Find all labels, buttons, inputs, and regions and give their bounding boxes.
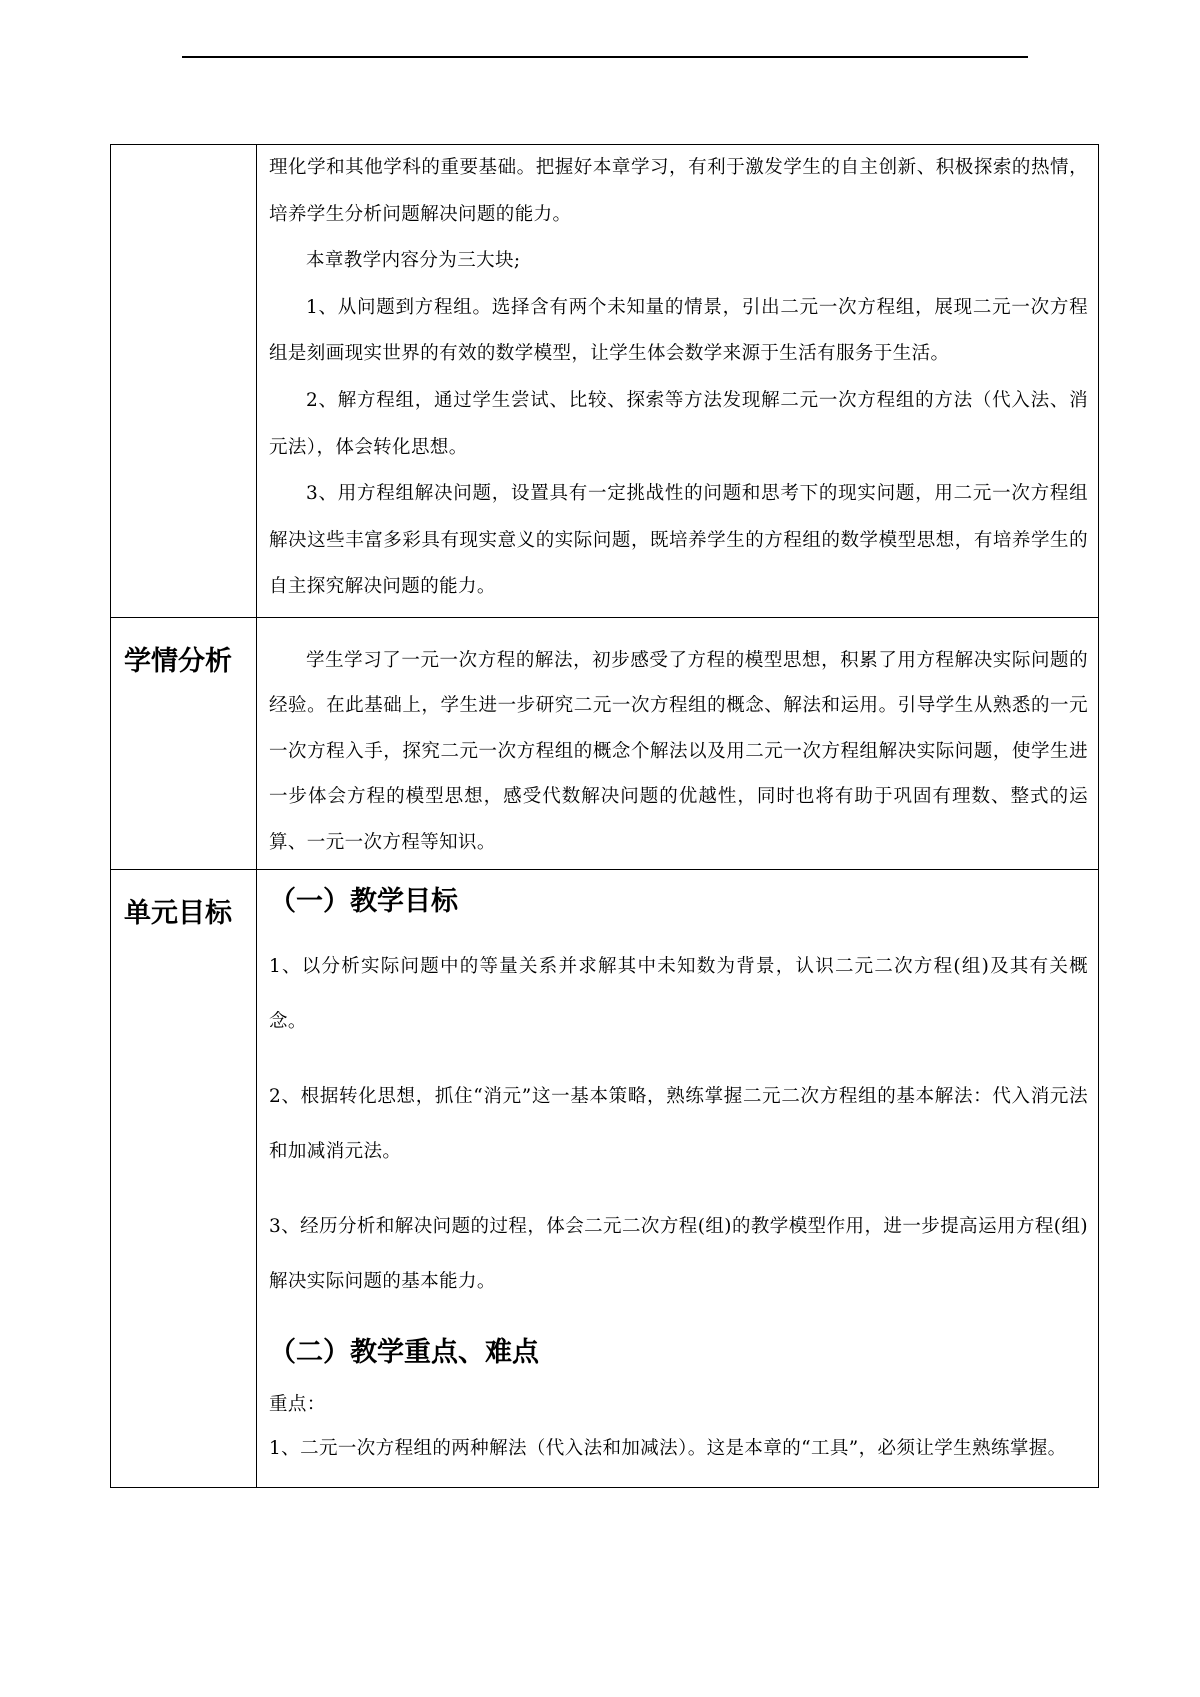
table-row-content-overview	[111, 145, 1099, 618]
paragraph: 理化学和其他学科的重要基础。把握好本章学习，有利于激发学生的自主创新、积极探索的热情，培养学生分析问题解决问题的能力。	[269, 157, 1088, 225]
content-cell	[257, 870, 1099, 1488]
goal-item: 2、根据转化思想，抓住“消元”这一基本策略，熟练掌握二元二次方程组的基本解法：代入消元法和加减消元法。	[269, 1085, 1088, 1162]
label-cell	[111, 617, 257, 870]
section-heading: （二）教学重点、难点	[269, 1336, 539, 1368]
header-rule	[182, 56, 1028, 58]
key-point-item: 1、二元一次方程组的两种解法（代入法和加减法）。这是本章的“工具”，必须让学生熟练掌握。	[269, 1438, 1067, 1460]
lesson-plan-table	[110, 144, 1099, 1488]
paragraph: 本章教学内容分为三大块;	[306, 250, 521, 272]
section-heading: （一）教学目标	[269, 886, 458, 918]
paragraph: 学生学习了一元一次方程的解法，初步感受了方程的模型思想，积累了用方程解决实际问题的经验。在此基础上，学生进一步研究二元一次方程组的概念、解法和运用。引导学生从熟悉的一元一次方程入手，探究二元一次方程组的概念个解法以及用二元一次方程组解决实际问题，使学生进一步体会方程的模型思想，感受代数解决问题的优越性，同时也将有助于巩固有理数、整式的运算、一元一次方程等知识。	[269, 649, 1088, 853]
content-cell	[257, 617, 1099, 870]
label-cell	[111, 870, 257, 1488]
key-points-label: 重点：	[269, 1394, 326, 1416]
paragraph: 3、用方程组解决问题，设置具有一定挑战性的问题和思考下的现实问题，用二元一次方程组解决这些丰富多彩具有现实意义的实际问题，既培养学生的方程组的数学模型思想，有培养学生的自主探究解决问题的能力。	[269, 483, 1088, 598]
row-label: 学情分析	[124, 645, 232, 677]
row-label: 单元目标	[124, 898, 232, 930]
label-cell-empty	[111, 145, 257, 618]
goal-item: 3、经历分析和解决问题的过程，体会二元二次方程(组)的教学模型作用，进一步提高运用方程(组)解决实际问题的基本能力。	[269, 1215, 1088, 1292]
paragraph: 1、从问题到方程组。选择含有两个未知量的情景，引出二元一次方程组，展现二元一次方程组是刻画现实世界的有效的数学模型，让学生体会数学来源于生活有服务于生活。	[269, 296, 1088, 365]
content-cell	[257, 145, 1099, 618]
goal-item: 1、以分析实际问题中的等量关系并求解其中未知数为背景，认识二元二次方程(组)及其有关概念。	[269, 955, 1088, 1032]
paragraph: 2、解方程组，通过学生尝试、比较、探索等方法发现解二元一次方程组的方法（代入法、消元法），体会转化思想。	[269, 389, 1088, 458]
table-row-student-analysis	[111, 617, 1099, 870]
table-row-unit-goals	[111, 870, 1099, 1488]
